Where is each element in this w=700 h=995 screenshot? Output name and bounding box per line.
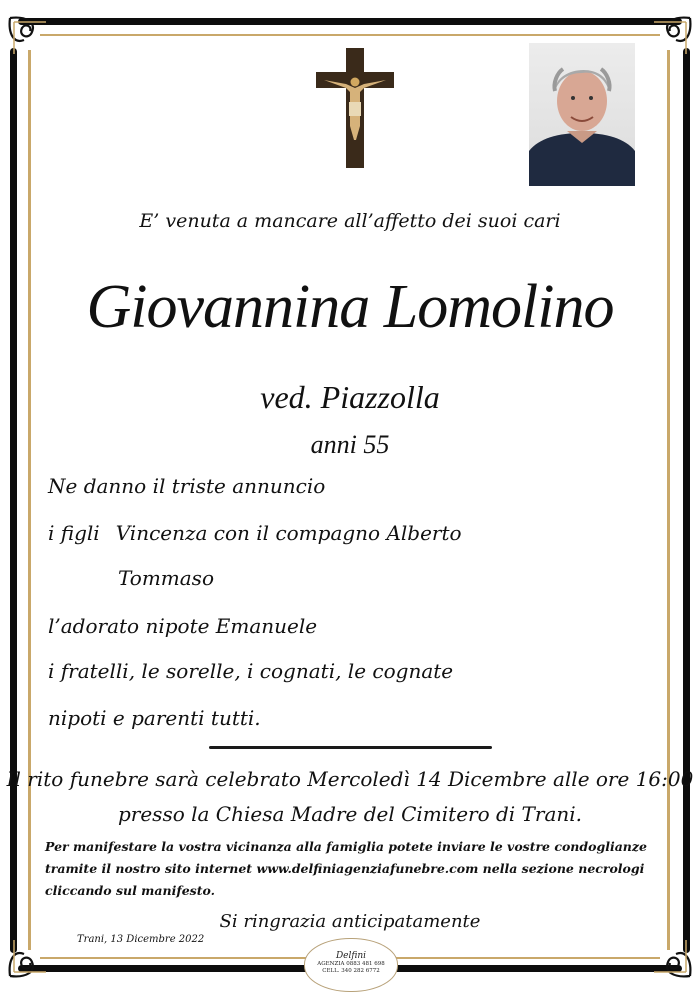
intro-text: E’ venuta a mancare all’affetto dei suoi cari [139, 210, 561, 232]
relatives-line: nipoti e parenti tutti. [48, 706, 261, 730]
corner-ornament-icon [642, 928, 694, 980]
thanks-text: Si ringrazia anticipatamente [219, 911, 481, 932]
widow-of: ved. Piazzolla [260, 379, 440, 415]
ceremony-line-1: Il rito funebre sarà celebrato Mercoledì 14 Dicembre alle ore 16:00 [6, 767, 694, 791]
divider [209, 746, 492, 749]
corner-ornament-icon [6, 14, 58, 66]
deceased-age: anni 55 [310, 430, 390, 459]
deceased-name: Giovannina Lomolino [86, 273, 614, 341]
children-line-2: Tommaso [118, 566, 214, 590]
announcement-lead: Ne danno il triste annuncio [48, 474, 326, 498]
condolence-note: Per manifestare la vostra vicinanza alla famiglia potete inviare le vostre condoglianze tramite il nostro sito internet www.delfiniagenziafunebre.com nella sezione necrologi cliccando sul manifesto. [45, 839, 647, 898]
corner-ornament-icon [6, 928, 58, 980]
crucifix-icon [316, 48, 394, 168]
date-place: Trani, 13 Dicembre 2022 [77, 934, 205, 945]
children-names: Vincenza con il compagno Alberto [115, 521, 462, 545]
agency-brand: Delfini [335, 951, 367, 961]
agency-phone-office: AGENZIA 0883 481 698 [317, 961, 385, 967]
grandson-line: l’adorato nipote Emanuele [48, 614, 318, 638]
children-label: i figli [48, 521, 100, 545]
siblings-line: i fratelli, le sorelle, i cognati, le cognate [48, 659, 454, 683]
children-line [48, 521, 462, 545]
ceremony-line-2: presso la Chiesa Madre del Cimitero di Trani. [117, 802, 583, 826]
corner-ornament-icon [642, 14, 694, 66]
portrait-icon [529, 43, 635, 186]
deceased-photo [529, 43, 635, 186]
gold-top-line [40, 34, 660, 36]
agency-logo [304, 938, 398, 992]
frame-top-border [18, 18, 682, 25]
agency-phone-mobile: CELL. 340 282 6772 [322, 968, 380, 974]
